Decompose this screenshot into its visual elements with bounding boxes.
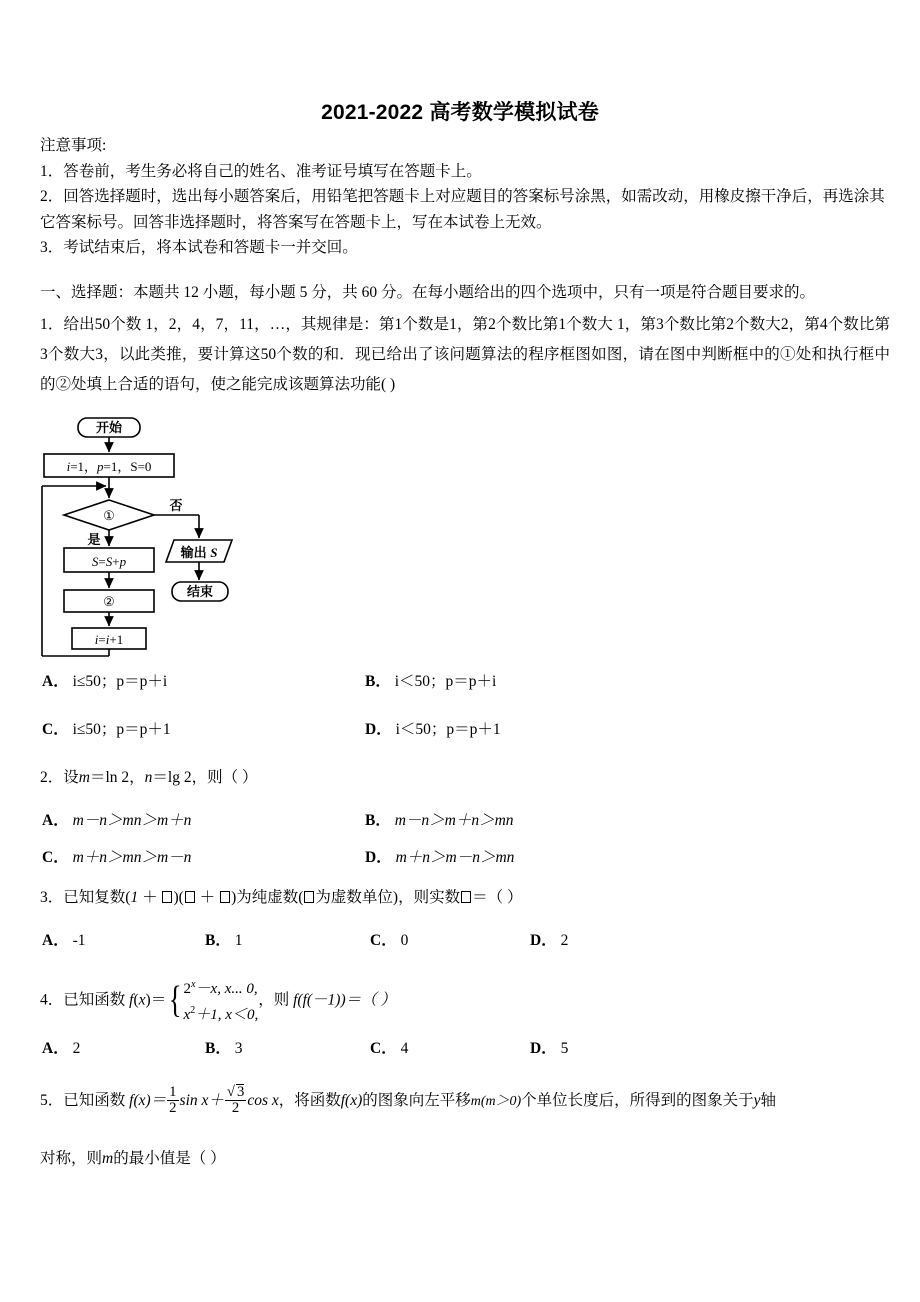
q5-m-shift: m(m＞0) (470, 1094, 522, 1110)
option-3-D[interactable] (530, 928, 568, 950)
option-3-C-label: C． (370, 932, 397, 949)
q5-mid3: 个单位长度后，所得到的图象关于 (521, 1092, 754, 1110)
option-2-B-label: B． (365, 812, 391, 829)
option-1-B-label: B． (365, 673, 391, 690)
q5-m2: m (102, 1150, 114, 1167)
q2-prefix: 设 (63, 769, 79, 786)
option-2-D-text: m＋n＞m－n＞mn (395, 849, 515, 866)
missing-glyph-2 (185, 891, 195, 903)
option-4-B-label: B． (205, 1040, 231, 1057)
option-4-C[interactable] (370, 1036, 408, 1058)
question-3-stem (40, 883, 890, 913)
q4-row1-exp: x (190, 979, 196, 990)
q4-row2-rest: ＋1, x＜0, (195, 1007, 259, 1023)
flow-step2-label: ② (103, 594, 115, 609)
option-1-D-text: i＜50；p＝p＋1 (395, 721, 501, 738)
option-1-B[interactable] (365, 669, 496, 691)
q5-fraction-half (167, 1085, 178, 1117)
flow-start-label: 开始 (95, 420, 123, 435)
option-4-C-label: C． (370, 1040, 397, 1057)
option-2-D[interactable] (365, 845, 514, 867)
q5-mid2: 的图象向左平移 (362, 1092, 471, 1110)
q5-line2a: 对称，则 (40, 1150, 103, 1167)
q3-lead: 已知复数 (63, 889, 126, 906)
option-2-C-label: C． (42, 849, 69, 866)
option-3-A-text: -1 (72, 932, 86, 949)
q4-tail: ，则 (258, 991, 290, 1009)
option-1-D-label: D． (365, 721, 392, 738)
option-4-A[interactable] (42, 1036, 80, 1058)
option-4-A-label: A． (42, 1040, 69, 1057)
q3-one: 1 (130, 889, 139, 906)
option-2-A[interactable] (42, 808, 191, 830)
q5-mid4: 轴 (760, 1092, 777, 1110)
question-4-stem: 4．已知函数 f(x)＝{ $2^x-x$, x... 0, $x^2+1$, x＜0, ，则 f(f(－1))＝（ ） (40, 975, 890, 1027)
q5-y-axis: y (753, 1092, 761, 1110)
q4-row2-exp: 2 (190, 1005, 196, 1016)
option-3-C[interactable] (370, 928, 408, 950)
q3-tail3: ＝（ ） (472, 889, 523, 906)
option-4-D[interactable] (530, 1036, 568, 1058)
option-2-A-text: m－n＞mn＞m＋n (72, 812, 192, 829)
question-4-number: 4． (40, 991, 64, 1009)
q3-plus-1: ＋ (142, 889, 158, 906)
option-4-A-text: 2 (72, 1040, 81, 1057)
option-3-A[interactable] (42, 928, 86, 950)
q5-fx: f(x)＝ (129, 1092, 167, 1110)
q2-eq1: ＝ln 2， (89, 769, 145, 786)
option-4-D-label: D． (530, 1040, 557, 1057)
option-2-A-label: A． (42, 812, 69, 829)
question-1-text: 给出50个数 1，2，4，7，11，…，其规律是：第1个数是1，第2个数比第1个数大 1，第3个数比第2个数大2，第4个数比第3个数大3，以此类推，要计算这50个数的和．现已给出了该问题算法的程序框图如图，请在图中判断框中的①处和执行框中的②处填上合适的语句，使之能完成该题算法功能( ) (40, 316, 890, 393)
option-4-C-text: 4 (400, 1040, 409, 1057)
question-5-stem (40, 1085, 895, 1118)
flow-yes-label: 是 (87, 532, 101, 547)
option-2-B[interactable] (365, 808, 514, 830)
flow-end-label: 结束 (186, 584, 214, 599)
missing-glyph-4 (304, 891, 314, 903)
question-3-number: 3． (40, 889, 64, 906)
option-2-C[interactable] (42, 845, 191, 867)
notice-item-1: 1．答卷前，考生务必将自己的姓名、准考证号填写在答题卡上。 (40, 162, 482, 180)
option-4-B[interactable] (205, 1036, 242, 1058)
option-3-C-text: 0 (400, 932, 409, 949)
notice-heading: 注意事项: (40, 137, 107, 154)
q3-plus-2: ＋ (199, 889, 216, 906)
option-1-C[interactable] (42, 717, 171, 739)
flow-no-label: 否 (169, 498, 183, 513)
q3-tail2: 为虚数单位)，则实数 (315, 889, 461, 906)
q5-frac1-den: 2 (169, 1099, 177, 1116)
q5-frac2-den: 2 (225, 1100, 246, 1116)
q4-ff: f(f(－1))＝（ ） (293, 991, 396, 1009)
page-title: 2021-2022 高考数学模拟试卷 (321, 101, 599, 124)
option-1-A[interactable] (42, 669, 167, 691)
option-4-B-text: 3 (234, 1040, 243, 1057)
radical-sign: √ (226, 1084, 235, 1100)
q5-fraction-root3 (225, 1084, 246, 1117)
q5-line2b: 的最小值是（ ） (113, 1150, 226, 1167)
question-5-number: 5． (40, 1092, 64, 1110)
notice-item-2: 2．回答选择题时，选出每小题答案后，用铅笔把答题卡上对应题目的答案标号涂黑，如需改动，用橡皮擦干净后，再选涂其它答案标号。回答非选择题时，将答案写在答题卡上，写在本试卷上无效。 (40, 188, 885, 231)
flow-increment-label: i=i+1 (94, 632, 124, 647)
q4-x: x (138, 991, 146, 1009)
option-2-B-text: m－n＞m＋n＞mn (394, 812, 514, 829)
q5-lead: 已知函数 (63, 1092, 126, 1110)
option-2-C-text: m＋n＞mn＞m－n (72, 849, 192, 866)
q5-fx2: f(x) (340, 1092, 363, 1110)
option-3-A-label: A． (42, 932, 69, 949)
option-2-D-label: D． (365, 849, 392, 866)
flow-init-label: i=1，p=1，S=0 (66, 459, 152, 474)
q4-lead: 已知函数 (63, 991, 126, 1009)
flow-decision-label: ① (103, 508, 115, 523)
option-1-D[interactable] (365, 717, 501, 739)
q5-frac2-num (225, 1084, 246, 1100)
question-2-stem (40, 763, 890, 793)
flow-sum-label: S=S+p (91, 554, 127, 569)
option-3-D-text: 2 (560, 932, 569, 949)
q2-n: n (144, 769, 153, 786)
question-2-number: 2． (40, 769, 64, 786)
q5-frac1-num: 1 (169, 1083, 177, 1100)
q4-piecewise (166, 974, 258, 1026)
option-1-A-text: i≤50；p＝p＋i (72, 673, 168, 690)
q3-expression: (1 ＋ )( ＋ ) (125, 889, 237, 906)
option-3-B-label: B． (205, 932, 231, 949)
q3-tail: 为纯虚数( (236, 889, 304, 906)
piecewise-brace: { (168, 979, 182, 1021)
q2-m: m (78, 769, 90, 786)
q5-mid: ，将函数 (278, 1092, 341, 1110)
section-heading: 一、选择题：本题共 12 小题，每小题 5 分，共 60 分。在每小题给出的四个选项中，只有一项是符合题目要求的。 (40, 284, 816, 301)
flow-output-label: 输出 S (180, 545, 218, 560)
missing-glyph-3 (220, 891, 230, 903)
q4-row1-rest: －x, x... 0, (195, 981, 258, 997)
question-5-stem-line2 (40, 1144, 895, 1174)
option-1-C-label: C． (42, 721, 69, 738)
notice-block (40, 133, 885, 261)
q5-cos: cos x (247, 1092, 279, 1110)
missing-glyph-5 (461, 891, 471, 903)
piecewise-row-1 (183, 974, 258, 1000)
piecewise-row-2 (183, 1000, 258, 1026)
q5-radicand: 3 (236, 1084, 245, 1100)
piecewise-rows (183, 974, 258, 1026)
missing-glyph-1 (162, 891, 172, 903)
option-1-B-text: i＜50；p＝p＋i (394, 673, 497, 690)
q4-row1-base: 2 (183, 981, 191, 997)
option-1-A-label: A． (42, 673, 69, 690)
option-3-D-label: D． (530, 932, 557, 949)
option-3-B[interactable] (205, 928, 242, 950)
q5-sin: sin x＋ (179, 1092, 224, 1110)
option-4-D-text: 5 (560, 1040, 569, 1057)
q2-eq2: ＝lg 2，则（ ） (152, 769, 258, 786)
question-1-stem (40, 310, 890, 400)
q4-row2-base: x (183, 1007, 191, 1023)
question-1-number: 1． (40, 316, 64, 333)
notice-item-3: 3．考试结束后，将本试卷和答题卡一并交回。 (40, 239, 358, 256)
flowchart-figure (36, 410, 296, 660)
q4-f: f (129, 991, 134, 1009)
option-1-C-text: i≤50；p＝p＋1 (72, 721, 171, 738)
option-3-B-text: 1 (234, 932, 243, 949)
